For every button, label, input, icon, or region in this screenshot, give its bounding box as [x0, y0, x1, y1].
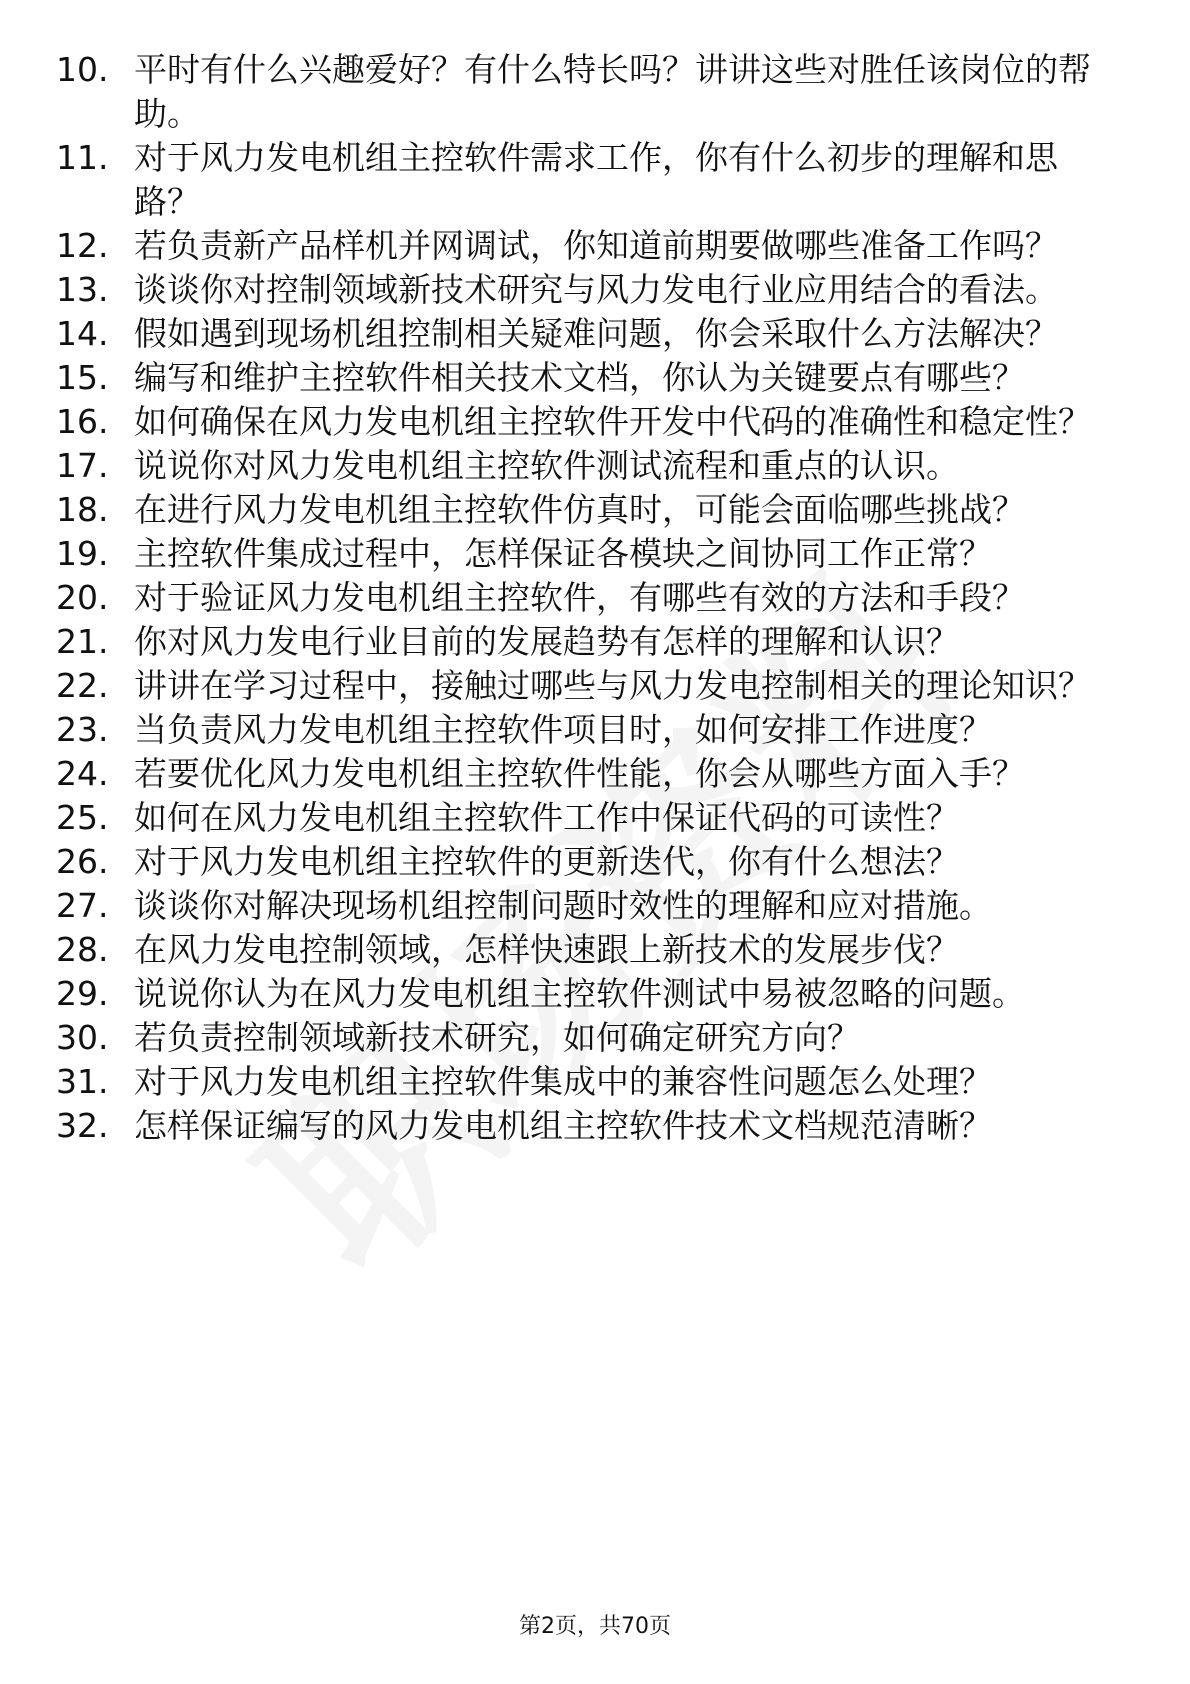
question-number: 19. [56, 534, 109, 573]
question-item [56, 136, 1116, 224]
question-number: 17. [56, 446, 109, 485]
question-text: 说说你对风力发电机组主控软件测试流程和重点的认识。 [134, 446, 959, 485]
question-item [56, 840, 1116, 884]
question-text: 你对风力发电行业目前的发展趋势有怎样的理解和认识？ [134, 622, 959, 661]
question-item [56, 1060, 1116, 1104]
question-number: 15. [56, 358, 109, 397]
question-text: 编写和维护主控软件相关技术文档，你认为关键要点有哪些？ [134, 358, 1025, 397]
question-item [56, 928, 1116, 972]
question-item [56, 400, 1116, 444]
question-text: 如何确保在风力发电机组主控软件开发中代码的准确性和稳定性？ [134, 402, 1091, 441]
question-text: 若要优化风力发电机组主控软件性能，你会从哪些方面入手？ [134, 754, 1025, 793]
question-text: 若负责控制领域新技术研究，如何确定研究方向？ [134, 1018, 860, 1057]
question-number: 32. [56, 1106, 109, 1145]
question-item [56, 708, 1116, 752]
question-list [56, 48, 1116, 1148]
question-item [56, 620, 1116, 664]
question-item [56, 884, 1116, 928]
question-number: 16. [56, 402, 109, 441]
question-item [56, 532, 1116, 576]
question-text: 对于风力发电机组主控软件的更新迭代，你有什么想法？ [134, 842, 959, 881]
question-number: 31. [56, 1062, 109, 1101]
question-text: 讲讲在学习过程中，接触过哪些与风力发电控制相关的理论知识？ [134, 666, 1091, 705]
question-number: 24. [56, 754, 109, 793]
question-number: 26. [56, 842, 109, 881]
question-text: 对于风力发电机组主控软件集成中的兼容性问题怎么处理？ [134, 1062, 992, 1101]
question-text: 平时有什么兴趣爱好？有什么特长吗？讲讲这些对胜任该岗位的帮助。 [134, 50, 1091, 133]
question-item [56, 488, 1116, 532]
question-number: 27. [56, 886, 109, 925]
question-item [56, 312, 1116, 356]
question-item [56, 356, 1116, 400]
question-item [56, 444, 1116, 488]
question-text: 谈谈你对控制领域新技术研究与风力发电行业应用结合的看法。 [134, 270, 1058, 309]
question-number: 13. [56, 270, 109, 309]
question-item [56, 576, 1116, 620]
question-number: 10. [56, 50, 109, 89]
question-number: 30. [56, 1018, 109, 1057]
question-number: 29. [56, 974, 109, 1013]
question-item [56, 48, 1116, 136]
question-text: 主控软件集成过程中，怎样保证各模块之间协同工作正常？ [134, 534, 992, 573]
question-number: 12. [56, 226, 109, 265]
question-number: 28. [56, 930, 109, 969]
question-item [56, 1016, 1116, 1060]
question-number: 21. [56, 622, 109, 661]
question-number: 11. [56, 138, 109, 177]
question-number: 25. [56, 798, 109, 837]
question-text: 说说你认为在风力发电机组主控软件测试中易被忽略的问题。 [134, 974, 1025, 1013]
question-text: 对于风力发电机组主控软件需求工作，你有什么初步的理解和思路？ [134, 138, 1058, 221]
question-text: 如何在风力发电机组主控软件工作中保证代码的可读性？ [134, 798, 959, 837]
question-number: 23. [56, 710, 109, 749]
question-text: 假如遇到现场机组控制相关疑难问题，你会采取什么方法解决？ [134, 314, 1058, 353]
question-item [56, 972, 1116, 1016]
question-text: 当负责风力发电机组主控软件项目时，如何安排工作进度？ [134, 710, 992, 749]
question-text: 在进行风力发电机组主控软件仿真时，可能会面临哪些挑战？ [134, 490, 1025, 529]
question-text: 在风力发电控制领域，怎样快速跟上新技术的发展步伐？ [134, 930, 959, 969]
question-item [56, 1104, 1116, 1148]
question-number: 14. [56, 314, 109, 353]
question-item [56, 796, 1116, 840]
question-item [56, 752, 1116, 796]
question-item [56, 224, 1116, 268]
question-text: 对于验证风力发电机组主控软件，有哪些有效的方法和手段？ [134, 578, 1025, 617]
question-text: 若负责新产品样机并网调试，你知道前期要做哪些准备工作吗？ [134, 226, 1058, 265]
question-text: 谈谈你对解决现场机组控制问题时效性的理解和应对措施。 [134, 886, 992, 925]
question-text: 怎样保证编写的风力发电机组主控软件技术文档规范清晰？ [134, 1106, 992, 1145]
page-footer: 第2页，共70页 [519, 1614, 671, 1639]
question-number: 20. [56, 578, 109, 617]
question-item [56, 664, 1116, 708]
question-item [56, 268, 1116, 312]
question-number: 18. [56, 490, 109, 529]
question-number: 22. [56, 666, 109, 705]
